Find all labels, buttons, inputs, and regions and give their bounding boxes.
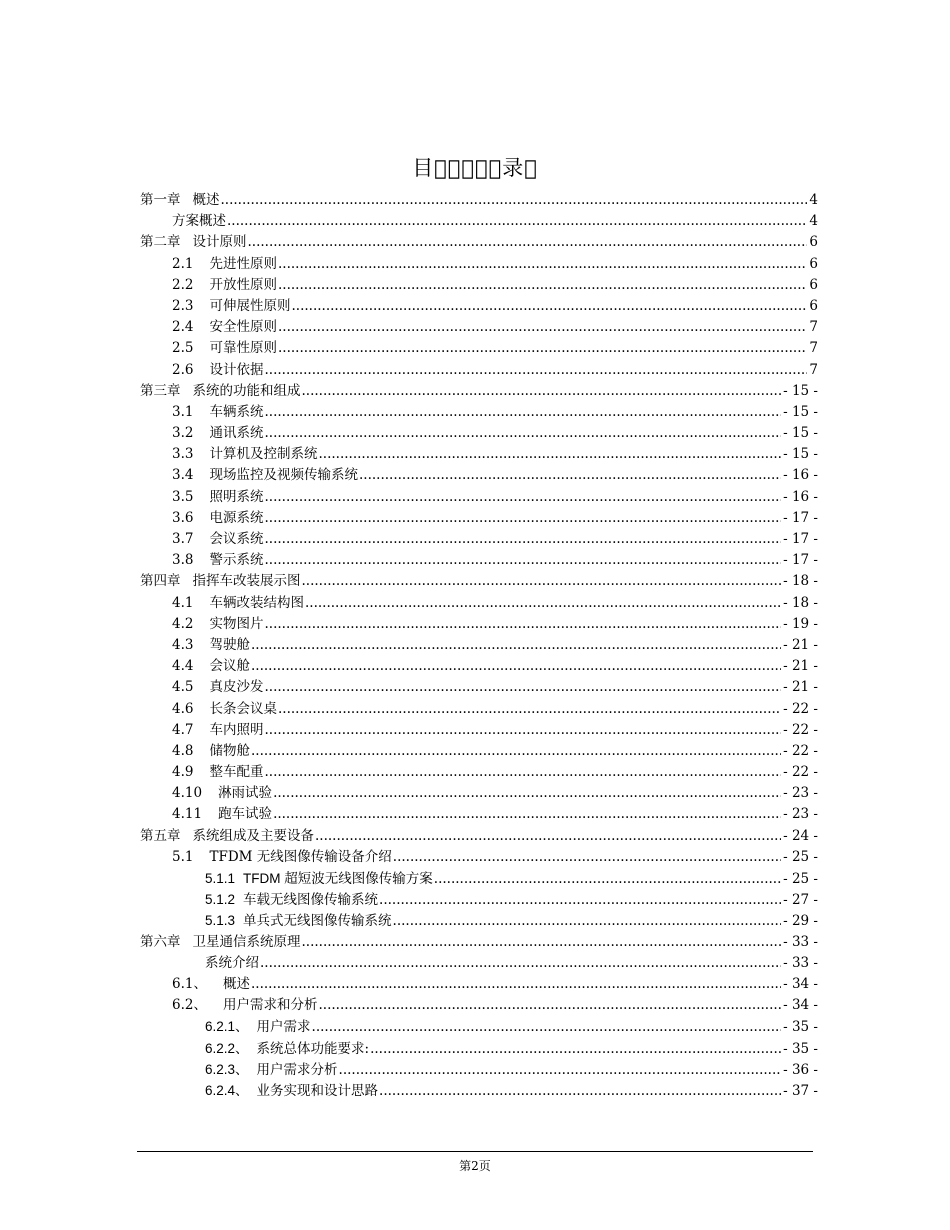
toc-entry[interactable]	[140, 1038, 818, 1059]
toc-entry-title: TFDM 超短波无线图像传输方案	[243, 871, 433, 886]
toc-entry-page: - 22 -	[783, 764, 818, 781]
toc-entry-title: 用户需求分析	[256, 1061, 338, 1078]
toc-dot-leader	[221, 190, 808, 211]
toc-entry[interactable]	[140, 847, 818, 868]
toc-dot-leader	[264, 529, 781, 550]
toc-entry-page: - 15 -	[783, 425, 818, 442]
toc-entry-title: 车辆改装结构图	[209, 594, 304, 611]
toc-dot-leader	[264, 360, 807, 381]
toc-entry[interactable]	[140, 423, 818, 444]
toc-entry-page: - 21 -	[783, 679, 818, 696]
toc-entry[interactable]	[140, 974, 818, 995]
toc-entry-number: 5.1.1	[205, 871, 236, 886]
toc-entry-page: - 34 -	[783, 997, 818, 1014]
toc-entry[interactable]	[140, 529, 818, 550]
toc-entry-number: 第二章	[140, 234, 181, 251]
toc-entry-number: 5.1.2	[205, 892, 236, 908]
toc-entry[interactable]	[140, 826, 818, 847]
toc-entry-page: - 16 -	[783, 467, 818, 484]
toc-entry[interactable]	[140, 338, 818, 359]
toc-entry-page: - 22 -	[783, 700, 818, 717]
toc-dot-leader	[312, 1017, 782, 1038]
toc-entry-title: 概述	[192, 192, 220, 208]
toc-dot-leader	[264, 423, 781, 444]
toc-dot-leader	[273, 783, 781, 804]
toc-entry-title: 卫星通信系统原理	[192, 933, 301, 950]
toc-entry-title: 真皮沙发	[209, 679, 264, 696]
toc-entry-number: 2.1	[172, 255, 194, 272]
toc-entry[interactable]	[140, 593, 818, 614]
toc-entry[interactable]	[140, 296, 818, 317]
toc-entry-page: - 36 -	[783, 1061, 818, 1078]
toc-entry[interactable]	[140, 1059, 818, 1080]
toc-entry-page: - 33 -	[783, 933, 818, 950]
toc-dot-leader	[315, 826, 781, 847]
toc-entry-page: - 15 -	[783, 382, 818, 399]
toc-dot-leader	[393, 911, 782, 932]
toc-entry[interactable]	[140, 677, 818, 698]
toc-entry-page: - 35 -	[783, 1019, 818, 1036]
toc-entry-title: 可伸展性原则	[209, 297, 291, 314]
toc-entry-page: 7	[809, 319, 818, 336]
toc-entry-page: - 34 -	[783, 975, 818, 992]
toc-entry[interactable]	[140, 614, 818, 635]
toc-entry[interactable]	[140, 1016, 818, 1037]
toc-dot-leader	[370, 1039, 781, 1060]
toc-entry-title: 计算机及控制系统	[209, 446, 318, 463]
toc-entry-title: 淋雨试验	[218, 785, 273, 802]
toc-dot-leader	[291, 296, 807, 317]
toc-entry-page: - 33 -	[783, 954, 818, 971]
toc-entry-number: 4.5	[172, 679, 194, 696]
toc-entry[interactable]	[140, 910, 818, 931]
toc-entry-number: 5.1	[172, 848, 194, 865]
toc-entry[interactable]	[140, 1080, 818, 1101]
toc-entry[interactable]	[140, 762, 818, 783]
toc-entry-number: 3.2	[172, 425, 194, 442]
toc-entry-page: - 25 -	[783, 871, 818, 887]
toc-heading: 目     录 	[412, 156, 538, 180]
toc-entry[interactable]	[140, 868, 818, 889]
toc-entry-title: 方案概述	[172, 213, 226, 230]
toc-entry-page: - 19 -	[783, 615, 818, 632]
toc-entry[interactable]	[140, 190, 818, 211]
toc-entry[interactable]	[140, 360, 818, 381]
toc-entry-page: 6	[809, 255, 818, 272]
toc-dot-leader	[264, 487, 781, 508]
toc-dot-leader	[278, 317, 807, 338]
toc-dot-leader	[264, 720, 781, 741]
toc-entry-number: 3.4	[172, 467, 194, 484]
toc-entry-number: 4.10	[172, 785, 203, 802]
toc-entry-number: 2.2	[172, 276, 194, 293]
toc-entry-page: - 21 -	[783, 636, 818, 653]
toc-entry[interactable]	[140, 275, 818, 296]
toc-entry-number: 3.7	[172, 531, 194, 547]
toc-entry[interactable]	[140, 635, 818, 656]
toc-entry[interactable]	[140, 656, 818, 677]
toc-entry-page: 6	[809, 276, 818, 293]
toc-dot-leader	[359, 465, 781, 486]
toc-entry-title: 开放性原则	[209, 276, 277, 293]
toc-entry-page: - 22 -	[783, 721, 818, 738]
toc-entry-number: 4.2	[172, 615, 194, 632]
toc-entry-title: 业务实现和设计思路	[256, 1082, 379, 1099]
toc-entry-number: 4.11	[172, 806, 203, 823]
toc-entry-number: 4.1	[172, 594, 194, 611]
toc-entry[interactable]	[140, 550, 818, 571]
toc-entry-title: 车载无线图像传输系统	[243, 892, 379, 909]
toc-entry-page: 6	[809, 297, 818, 314]
toc-entry-number: 4.3	[172, 636, 194, 653]
toc-entry[interactable]	[140, 699, 818, 720]
toc-entry-title: 安全性原则	[209, 319, 277, 336]
toc-entry[interactable]	[140, 889, 818, 910]
toc-entry-title: 驾驶舱	[209, 636, 250, 653]
toc-entry-title: 警示系统	[209, 552, 264, 569]
toc-entry-page: - 22 -	[783, 742, 818, 759]
toc-entry-title: TFDM 无线图像传输设备介绍	[209, 848, 392, 865]
toc-entry-title: 电源系统	[209, 509, 264, 526]
toc-dot-leader	[264, 677, 781, 698]
toc-entry-title: 车辆系统	[209, 403, 264, 420]
toc-dot-leader	[379, 1081, 781, 1102]
toc-entry-title: 车内照明	[209, 721, 264, 738]
toc-entry-page: 4	[809, 192, 818, 208]
toc-dot-leader	[273, 804, 781, 825]
toc-entry-number: 4.4	[172, 658, 194, 675]
toc-dot-leader	[248, 232, 808, 253]
toc-dot-leader	[251, 741, 781, 762]
toc-entry-title: 会议舱	[209, 658, 250, 675]
toc-entry[interactable]	[140, 995, 818, 1016]
toc-entry-title: 通讯系统	[209, 425, 264, 442]
toc-entry-title: 系统的功能和组成	[192, 382, 301, 399]
toc-entry-number: 2.5	[172, 340, 194, 357]
toc-entry[interactable]	[140, 232, 818, 253]
toc-entry-title: 照明系统	[209, 488, 264, 505]
toc-entry-title: 概述	[222, 975, 250, 992]
toc-entry[interactable]	[140, 741, 818, 762]
toc-entry-number: 第四章	[140, 573, 181, 590]
toc-entry-number: 4.9	[172, 764, 194, 781]
toc-entry-number: 3.5	[172, 488, 194, 505]
toc-dot-leader	[264, 762, 781, 783]
footer-divider	[137, 1151, 813, 1152]
page-number: 第2页	[459, 1159, 491, 1173]
toc-entry-title: 跑车试验	[218, 806, 273, 823]
toc-entry-number: 5.1.3	[205, 913, 236, 929]
toc-entry-page: - 18 -	[783, 573, 818, 590]
toc-dot-leader	[379, 890, 781, 911]
toc-entry-number: 第三章	[140, 382, 181, 399]
toc-dot-leader	[318, 444, 781, 465]
toc-entry-number: 4.7	[172, 721, 194, 738]
toc-dot-leader	[393, 847, 781, 868]
toc-entry-number: 第六章	[140, 933, 181, 950]
toc-entry-page: - 37 -	[783, 1082, 818, 1099]
toc-entry-title: 可靠性原则	[209, 340, 277, 357]
toc-entry-number: 第五章	[140, 827, 181, 844]
toc-dot-leader	[251, 974, 781, 995]
toc-dot-leader	[251, 656, 781, 677]
toc-dot-leader	[251, 635, 781, 656]
toc-entry[interactable]	[140, 211, 818, 232]
toc-entry-number: 6.1、	[172, 975, 207, 992]
toc-entry[interactable]	[140, 571, 818, 592]
toc-entry-number: 4.8	[172, 742, 194, 759]
toc-dot-leader	[339, 1060, 782, 1081]
toc-entry-number: 6.2、	[172, 997, 207, 1014]
toc-entry-number: 2.6	[172, 361, 194, 378]
toc-entry-title: 用户需求和分析	[222, 997, 318, 1014]
toc-entry-page: 7	[809, 361, 818, 378]
toc-dot-leader	[278, 699, 781, 720]
toc-entry-number: 6.2.2、	[205, 1040, 249, 1056]
toc-entry-title: 整车配重	[209, 764, 264, 781]
toc-entry-number: 3.1	[172, 403, 194, 420]
toc-entry-page: - 17 -	[783, 509, 818, 526]
toc-dot-leader	[278, 338, 807, 359]
toc-dot-leader	[264, 550, 781, 571]
toc-entry-title: 用户需求	[256, 1019, 311, 1036]
toc-entry[interactable]	[140, 317, 818, 338]
toc-entry-page: - 18 -	[783, 594, 818, 611]
toc-entry[interactable]	[140, 932, 818, 953]
toc-dot-leader	[302, 571, 782, 592]
toc-entry[interactable]	[140, 402, 818, 423]
toc-entry-title: 长条会议桌	[209, 700, 277, 717]
toc-entry-title: 单兵式无线图像传输系统	[243, 913, 392, 930]
toc-entry-page: - 17 -	[783, 531, 818, 547]
toc-entry[interactable]	[140, 720, 818, 741]
toc-entry-page: - 21 -	[783, 658, 818, 675]
toc-entry-page: - 23 -	[783, 785, 818, 802]
toc-entry-number: 6.2.1、	[205, 1019, 249, 1035]
toc-entry-page: 6	[809, 234, 818, 251]
toc-entry-page: - 17 -	[783, 552, 818, 569]
toc-entry[interactable]	[140, 487, 818, 508]
toc-dot-leader	[264, 614, 781, 635]
toc-dot-leader	[434, 869, 781, 890]
toc-entry-title: 实物图片	[209, 615, 264, 632]
toc-entry-page: - 16 -	[783, 488, 818, 505]
toc-entry-page: - 15 -	[783, 446, 818, 463]
toc-entry-number: 6.2.3、	[205, 1061, 249, 1077]
toc-entry[interactable]	[140, 804, 818, 825]
toc-dot-leader	[264, 508, 781, 529]
toc-entry-number: 6.2.4、	[205, 1082, 249, 1098]
toc-dot-leader	[264, 402, 781, 423]
toc-entry-number: 3.6	[172, 509, 194, 526]
toc-entry-title: 设计原则	[192, 234, 247, 251]
toc-entry-title: 系统总体功能要求:	[256, 1040, 370, 1057]
toc-dot-leader	[318, 995, 781, 1016]
toc-dot-leader	[227, 211, 807, 232]
toc-entry-title: 系统组成及主要设备	[192, 827, 314, 844]
toc-dot-leader	[278, 254, 807, 275]
toc-dot-leader	[278, 275, 807, 296]
toc-entry-number: 2.4	[172, 319, 194, 336]
toc-entry-title: 储物舱	[209, 742, 250, 759]
toc-dot-leader	[260, 953, 781, 974]
toc-entry-title: 现场监控及视频传输系统	[209, 467, 358, 484]
toc-entry[interactable]	[140, 783, 818, 804]
toc-entry-page: - 24 -	[783, 827, 818, 844]
toc-entry[interactable]	[140, 444, 818, 465]
toc-entry-title: 指挥车改装展示图	[192, 573, 301, 590]
toc-dot-leader	[302, 381, 782, 402]
toc-entry[interactable]	[140, 381, 818, 402]
table-of-contents	[140, 190, 818, 1101]
toc-entry-number: 4.6	[172, 700, 194, 717]
toc-dot-leader	[305, 593, 781, 614]
toc-entry-title: 先进性原则	[209, 255, 277, 272]
toc-entry-title: 设计依据	[209, 361, 264, 378]
toc-entry[interactable]	[140, 953, 818, 974]
toc-entry-number: 第一章	[140, 192, 181, 208]
toc-entry-number: 2.3	[172, 297, 194, 314]
toc-entry-page: - 15 -	[783, 403, 818, 420]
toc-entry-page: - 23 -	[783, 806, 818, 823]
toc-entry-title: 系统介绍	[205, 954, 259, 971]
toc-entry-page: 7	[809, 340, 818, 357]
toc-entry-title: 会议系统	[209, 531, 264, 547]
toc-entry-number: 3.8	[172, 552, 194, 569]
toc-entry[interactable]	[140, 465, 818, 486]
toc-entry-page: - 35 -	[783, 1040, 818, 1057]
toc-entry-page: - 29 -	[783, 913, 818, 930]
toc-dot-leader	[302, 932, 782, 953]
toc-entry[interactable]	[140, 508, 818, 529]
toc-entry-number: 3.3	[172, 446, 194, 463]
toc-entry[interactable]	[140, 254, 818, 275]
toc-entry-page: - 27 -	[783, 892, 818, 909]
toc-entry-page: - 25 -	[783, 848, 818, 865]
toc-entry-page: 4	[809, 213, 818, 230]
